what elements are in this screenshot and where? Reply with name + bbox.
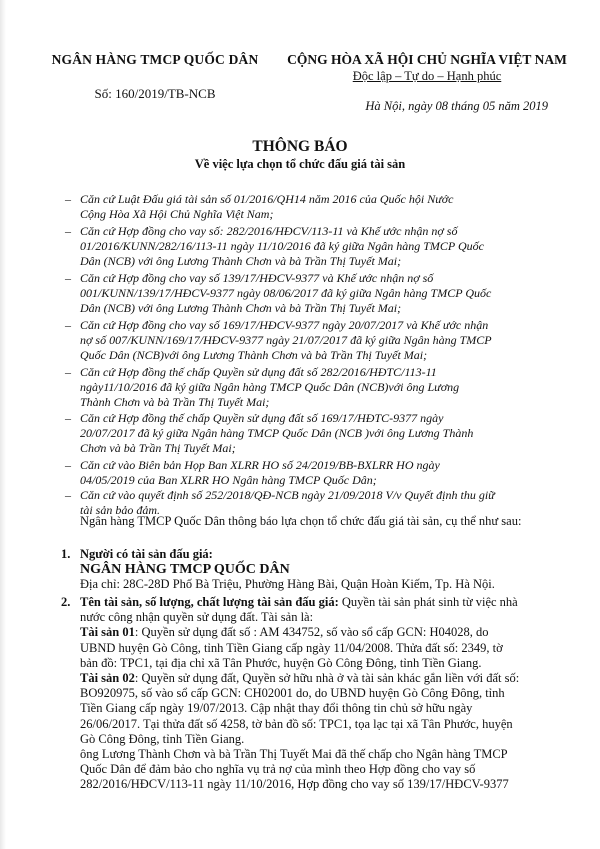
basis-line: 04/05/2019 của Ban XLRR HO Ngân hàng TMCP Quốc Dân; [80, 473, 377, 487]
document-title: THÔNG BÁO [252, 138, 348, 155]
scan-edge [0, 0, 6, 849]
intro-paragraph: Ngân hàng TMCP Quốc Dân thông báo lựa chọn tổ chức đấu giá tài sản, cụ thể như sau: [80, 514, 522, 528]
bullet-dash: – [65, 271, 71, 285]
basis-line: 01/2016/KUNN/282/16/113-11 ngày 11/10/2016 đã ký giữa Ngân hàng TMCP Quốc [80, 239, 484, 253]
bank-name: NGÂN HÀNG TMCP QUỐC DÂN [51, 52, 259, 67]
national-motto: Độc lập – Tự do – Hạnh phúc [352, 69, 502, 83]
basis-line: Căn cứ Hợp đồng cho vay số 139/17/HĐCV-9377 và Khế ước nhận nợ số [80, 271, 434, 285]
asset-2-text: Gò Công Đông, tỉnh Tiền Giang. [80, 731, 245, 746]
section-number: 2. [61, 595, 71, 609]
closing-text: ông Lương Thành Chơn và bà Trần Thị Tuyết Mai đã thế chấp cho Ngân hàng TMCP [80, 747, 508, 762]
asset-2-text: 26/06/2017. Tại thửa đất số 4258, tờ bản đồ số: TPC1, tọa lạc tại xã Tân Phước, huyện [80, 716, 513, 731]
asset-1-text: : Quyền sử dụng đất số : AM 434752, số vào sổ cấp GCN: H04028, do [134, 625, 489, 640]
legal-basis-item [65, 224, 550, 269]
basis-line: Căn cứ Hợp đồng thế chấp Quyền sử dụng đất số 169/17/HĐTC-9377 ngày [80, 411, 444, 425]
basis-line: Quốc Dân (NCB)với ông Lương Thành Chơn và bà Trần Thị Tuyết Mai; [80, 348, 428, 362]
asset-1-label: Tài sản 01 [80, 625, 135, 640]
basis-line: Căn cứ vào Biên bản Họp Ban XLRR HO số 24/2019/BB-BXLRR HO ngày [80, 458, 440, 472]
basis-line: tài sản bảo đảm. [80, 503, 161, 517]
asset-1-text: bản đồ: TPC1, tại địa chỉ xã Tân Phước, huyện Gò Công Đông, tỉnh Tiền Giang. [80, 655, 482, 670]
section-line: nước công nhận quyền sử dụng đất. Tài sản là: [80, 610, 314, 625]
national-heading [262, 52, 592, 84]
asset-2-text: BO920975, số vào sổ cấp GCN: CH02001 do, do UBND huyện Gò Công Đông, tỉnh [80, 686, 505, 701]
bullet-dash: – [65, 318, 71, 332]
legal-basis-item [65, 318, 550, 363]
section-asset-details [61, 595, 550, 793]
basis-line: Căn cứ Hợp đồng cho vay số 169/17/HĐCV-9377 ngày 20/07/2017 và Khế ước nhận [80, 318, 489, 332]
basis-line: Căn cứ vào quyết định số 252/2018/QĐ-NCB ngày 21/09/2018 V/v Quyết định thu giữ [80, 488, 495, 502]
basis-line: Căn cứ Hợp đồng thế chấp Quyền sử dụng đất số 282/2016/HĐTC/113-11 [80, 365, 437, 379]
section-heading-rest: Quyền tài sản phát sinh từ việc nhà [338, 595, 518, 609]
section-heading: Tên tài sản, số lượng, chất lượng tài sản đấu giá: [80, 595, 339, 609]
basis-line: Dân (NCB) với ông Lương Thành Chơn và bà Trần Thị Tuyết Mai; [80, 254, 402, 268]
bullet-dash: – [65, 488, 71, 502]
issue-date: Hà Nội, ngày 08 tháng 05 năm 2019 [365, 99, 548, 113]
section-number: 1. [61, 547, 71, 561]
closing-text: Quốc Dân để đảm bảo cho nghĩa vụ trả nợ của mình theo Hợp đồng cho vay số [80, 762, 476, 777]
closing-text: 282/2016/HĐCV/113-11 ngày 11/10/2016, Hợp đồng cho vay số 139/17/HĐCV-9377 [80, 777, 509, 792]
asset-2-label: Tài sản 02 [80, 671, 135, 686]
nation-name: CỘNG HÒA XÃ HỘI CHỦ NGHĨA VIỆT NAM [287, 52, 567, 67]
owner-name: NGÂN HÀNG TMCP QUỐC DÂN [80, 562, 290, 578]
bullet-dash: – [65, 411, 71, 425]
bullet-dash: – [65, 224, 71, 238]
basis-line: Dân (NCB) với ông Lương Thành Chơn và bà Trần Thị Tuyết Mai; [80, 301, 402, 315]
basis-line: Căn cứ Hợp đồng cho vay số: 282/2016/HĐCV/113-11 và Khế ước nhận nợ số [80, 224, 458, 238]
asset-2-text: : Quyền sử dụng đất, Quyền sở hữu nhà ở và tài sản khác gắn liền với đất số: [134, 671, 520, 686]
asset-1-text: UBND huyện Gò Công, tỉnh Tiền Giang cấp ngày 11/04/2008. Thửa đất số: 2349, tờ [80, 640, 503, 655]
basis-line: ngày11/10/2016 đã ký giữa Ngân hàng TMCP Quốc Dân (NCB)với ông Lương [80, 380, 460, 394]
legal-basis-item [65, 411, 550, 456]
issuer-block [30, 52, 280, 102]
basis-line: Chơn và bà Trần Thị Tuyết Mai; [80, 441, 236, 455]
basis-line: 20/07/2017 đã ký giữa Ngân hàng TMCP Quốc Dân (NCB )với ông Lương Thành [80, 426, 474, 440]
legal-basis-item [65, 458, 550, 488]
legal-basis-item [65, 365, 550, 410]
section-heading: Người có tài sản đấu giá: [80, 547, 213, 561]
basis-line: Căn cứ Luật Đấu giá tài sản số 01/2016/QH14 năm 2016 của Quốc hội Nước [80, 192, 454, 206]
basis-line: Thành Chơn và bà Trần Thị Tuyết Mai; [80, 395, 270, 409]
document-number: Số: 160/2019/TB-NCB [94, 86, 216, 101]
bullet-dash: – [65, 458, 71, 472]
section-asset-owner [61, 547, 550, 593]
legal-basis-item [65, 271, 550, 316]
bullet-dash: – [65, 192, 71, 206]
legal-basis-item [65, 192, 550, 222]
basis-line: 001/KUNN/139/17/HĐCV-9377 ngày 08/06/2017 đã ký giữa Ngân hàng TMCP Quốc [80, 286, 492, 300]
bullet-dash: – [65, 365, 71, 379]
document-subtitle: Về việc lựa chọn tổ chức đấu giá tài sản [194, 157, 406, 171]
owner-address: Địa chỉ: 28C-28D Phố Bà Triệu, Phường Hàng Bài, Quận Hoàn Kiếm, Tp. Hà Nội. [80, 577, 495, 592]
asset-2-text: Tiền Giang cấp ngày 19/07/2013. Cập nhật thay đổi thông tin chủ sở hữu ngày [80, 701, 473, 716]
basis-line: Cộng Hòa Xã Hội Chủ Nghĩa Việt Nam; [80, 207, 274, 221]
basis-line: nợ số 007/KUNN/169/17/HĐCV-9377 ngày 21/07/2017 đã ký giữa Ngân hàng TMCP [80, 333, 492, 347]
